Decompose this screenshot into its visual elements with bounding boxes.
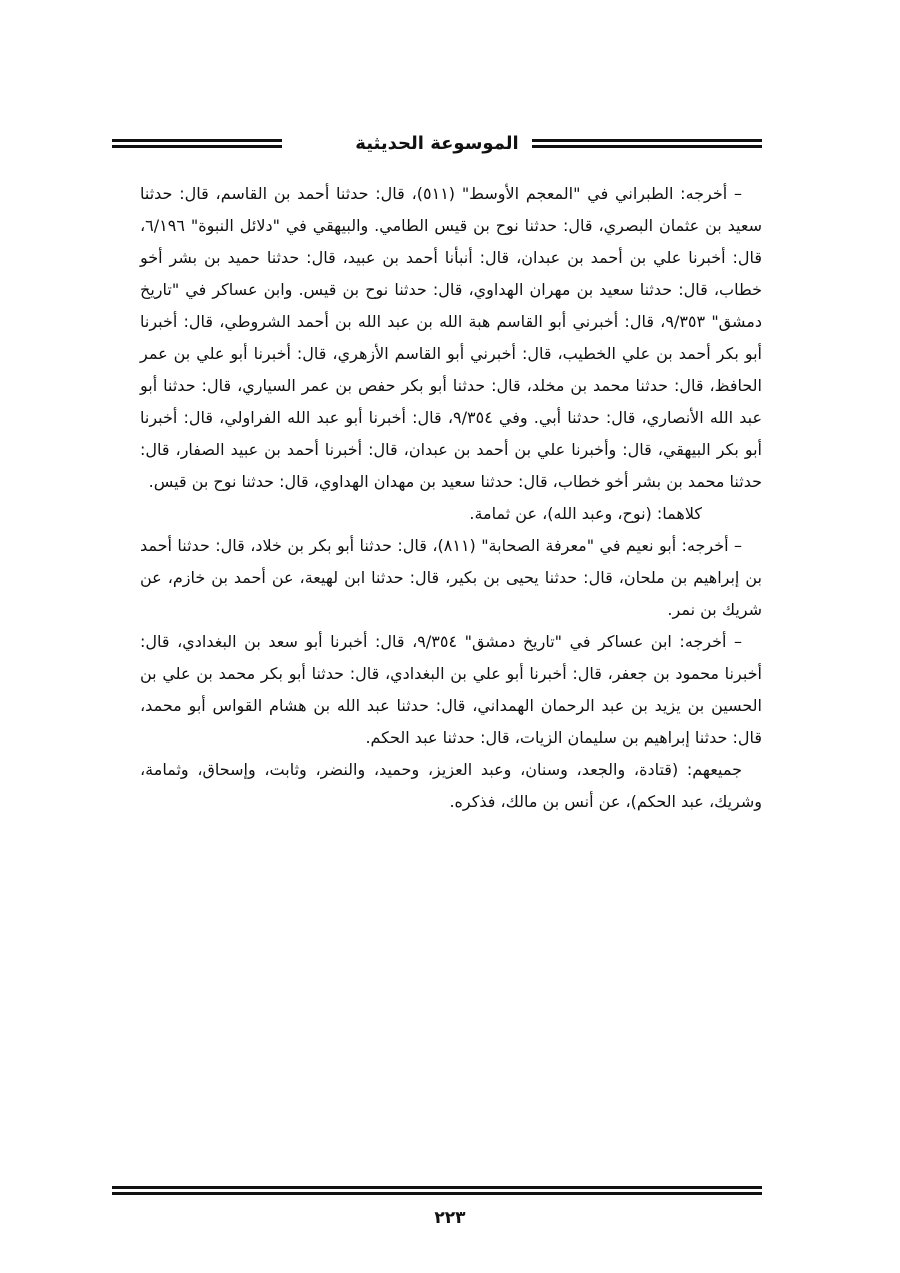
paragraph-5: جميعهم: (قتادة، والجعد، وسنان، وعبد العزيز، وحميد، والنضر، وثابت، وإسحاق، وثمامة، وشريك، عبد الحكم)، عن أنس بن مالك، فذكره. [140,760,762,811]
paragraph-3: – أخرجه: أبو نعيم في "معرفة الصحابة" (٨١١)، قال: حدثنا أبو بكر بن خلاد، قال: حدثنا أحمد بن إبراهيم بن ملحان، قال: حدثنا يحيى بن بكير، قال: حدثنا ابن لهيعة، عن أحمد بن خازم، عن شريك بن نمر. [140,536,762,619]
footer-rule [112,1186,762,1195]
header-title: الموسوعة الحديثية [347,126,526,162]
header-rule-left [112,139,282,148]
page-body [140,178,762,818]
paragraph-2: كلاهما: (نوح، وعبد الله)، عن ثمامة. [469,504,702,523]
page-header [112,126,762,162]
paragraph-4: – أخرجه: ابن عساكر في "تاريخ دمشق" ٩/٣٥٤، قال: أخبرنا أبو سعد بن البغدادي، قال: أخبرنا محمود بن جعفر، قال: أخبرنا أبو علي بن البغدادي، قال: حدثنا أبو بكر محمد بن علي بن الحسين بن يزيد بن عبد الرحمان الهمداني، قال: حدثنا عبد الله بن هشام القواس أبو محمد، قال: حدثنا إبراهيم بن سليمان الزيات، قال: حدثنا عبد الحكم. [140,632,762,747]
page-number: ٢٢٣ [434,1208,466,1228]
header-rule-right [532,139,762,148]
paragraph-1: – أخرجه: الطبراني في "المعجم الأوسط" (٥١١)، قال: حدثنا أحمد بن القاسم، قال: حدثنا سعيد بن عثمان البصري، قال: حدثنا نوح بن قيس الطامي. والبيهقي في "دلائل النبوة" ٦/١٩٦، قال: أخبرنا علي بن أحمد بن عبدان، قال: أنبأنا أحمد بن عبيد، قال: حدثنا حميد بن بشر أخو خطاب، قال: حدثنا سعيد بن مهران الهداوي، قال: حدثنا نوح بن قيس. وابن عساكر في "تاريخ دمشق" ٩/٣٥٣، قال: أخبرني أبو القاسم هبة الله بن عبد الله بن أحمد الشروطي، قال: أخبرنا أبو بكر أحمد بن علي الخطيب، قال: أخبرني أبو القاسم الأزهري، قال: أخبرنا أبو علي بن عمر الحافظ، قال: حدثنا محمد بن مخلد، قال: حدثنا أبو بكر حفص بن عمر السياري، قال: حدثنا أبو عبد الله الأنصاري، قال: حدثنا أبي. وفي ٩/٣٥٤، قال: أخبرنا أبو عبد الله الفراولي، قال: أخبرنا أبو بكر البيهقي، قال: وأخبرنا علي بن أحمد بن عبدان، قال: أخبرنا أحمد بن عبيد الصفار، قال: حدثنا محمد بن بشر أخو خطاب، قال: حدثنا سعيد بن مهدان الهداوي، قال: حدثنا نوح بن قيس. [140,184,762,491]
